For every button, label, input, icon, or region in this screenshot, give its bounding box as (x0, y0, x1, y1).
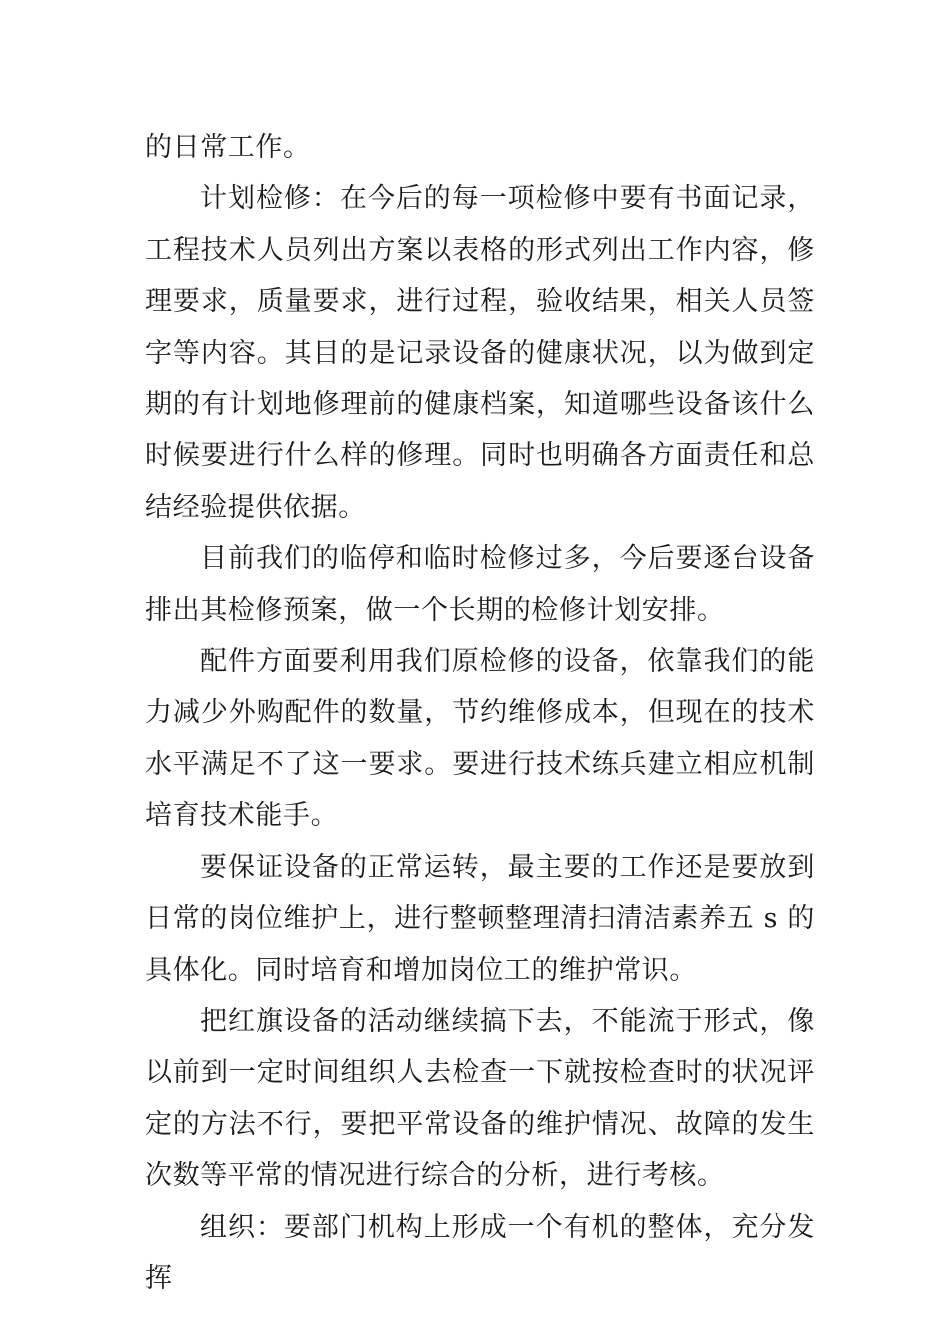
paragraph-daily-maintenance: 要保证设备的正常运转，最主要的工作还是要放到日常的岗位维护上，进行整顿整理清扫清洁素养五 s 的具体化。同时培育和增加岗位工的维护常识。 (145, 851, 815, 986)
paragraph-planned-maintenance: 计划检修：在今后的每一项检修中要有书面记录，工程技术人员列出方案以表格的形式列出工作内容，修理要求，质量要求，进行过程，验收结果，相关人员签字等内容。其目的是记录设备的健康状况，以为做到定期的有计划地修理前的健康档案，知道哪些设备该什么时候要进行什么样的修理。同时也明确各方面责任和总结经验提供依据。 (145, 183, 815, 523)
paragraph-temporary-repairs: 目前我们的临停和临时检修过多，今后要逐台设备排出其检修预案，做一个长期的检修计划安排。 (145, 543, 815, 626)
paragraph-organization: 组织：要部门机构上形成一个有机的整体，充分发挥 (145, 1211, 815, 1294)
paragraph-red-flag-equipment: 把红旗设备的活动继续搞下去，不能流于形式，像以前到一定时间组织人去检查一下就按检查时的状况评定的方法不行，要把平常设备的维护情况、故障的发生次数等平常的情况进行综合的分析，进行考核。 (145, 1005, 815, 1192)
paragraph-continuation: 的日常工作。 (145, 132, 311, 163)
paragraph-spare-parts: 配件方面要利用我们原检修的设备，依靠我们的能力减少外购配件的数量，节约维修成本，但现在的技术水平满足不了这一要求。要进行技术练兵建立相应机制培育技术能手。 (145, 646, 815, 832)
document-body (145, 122, 815, 1304)
